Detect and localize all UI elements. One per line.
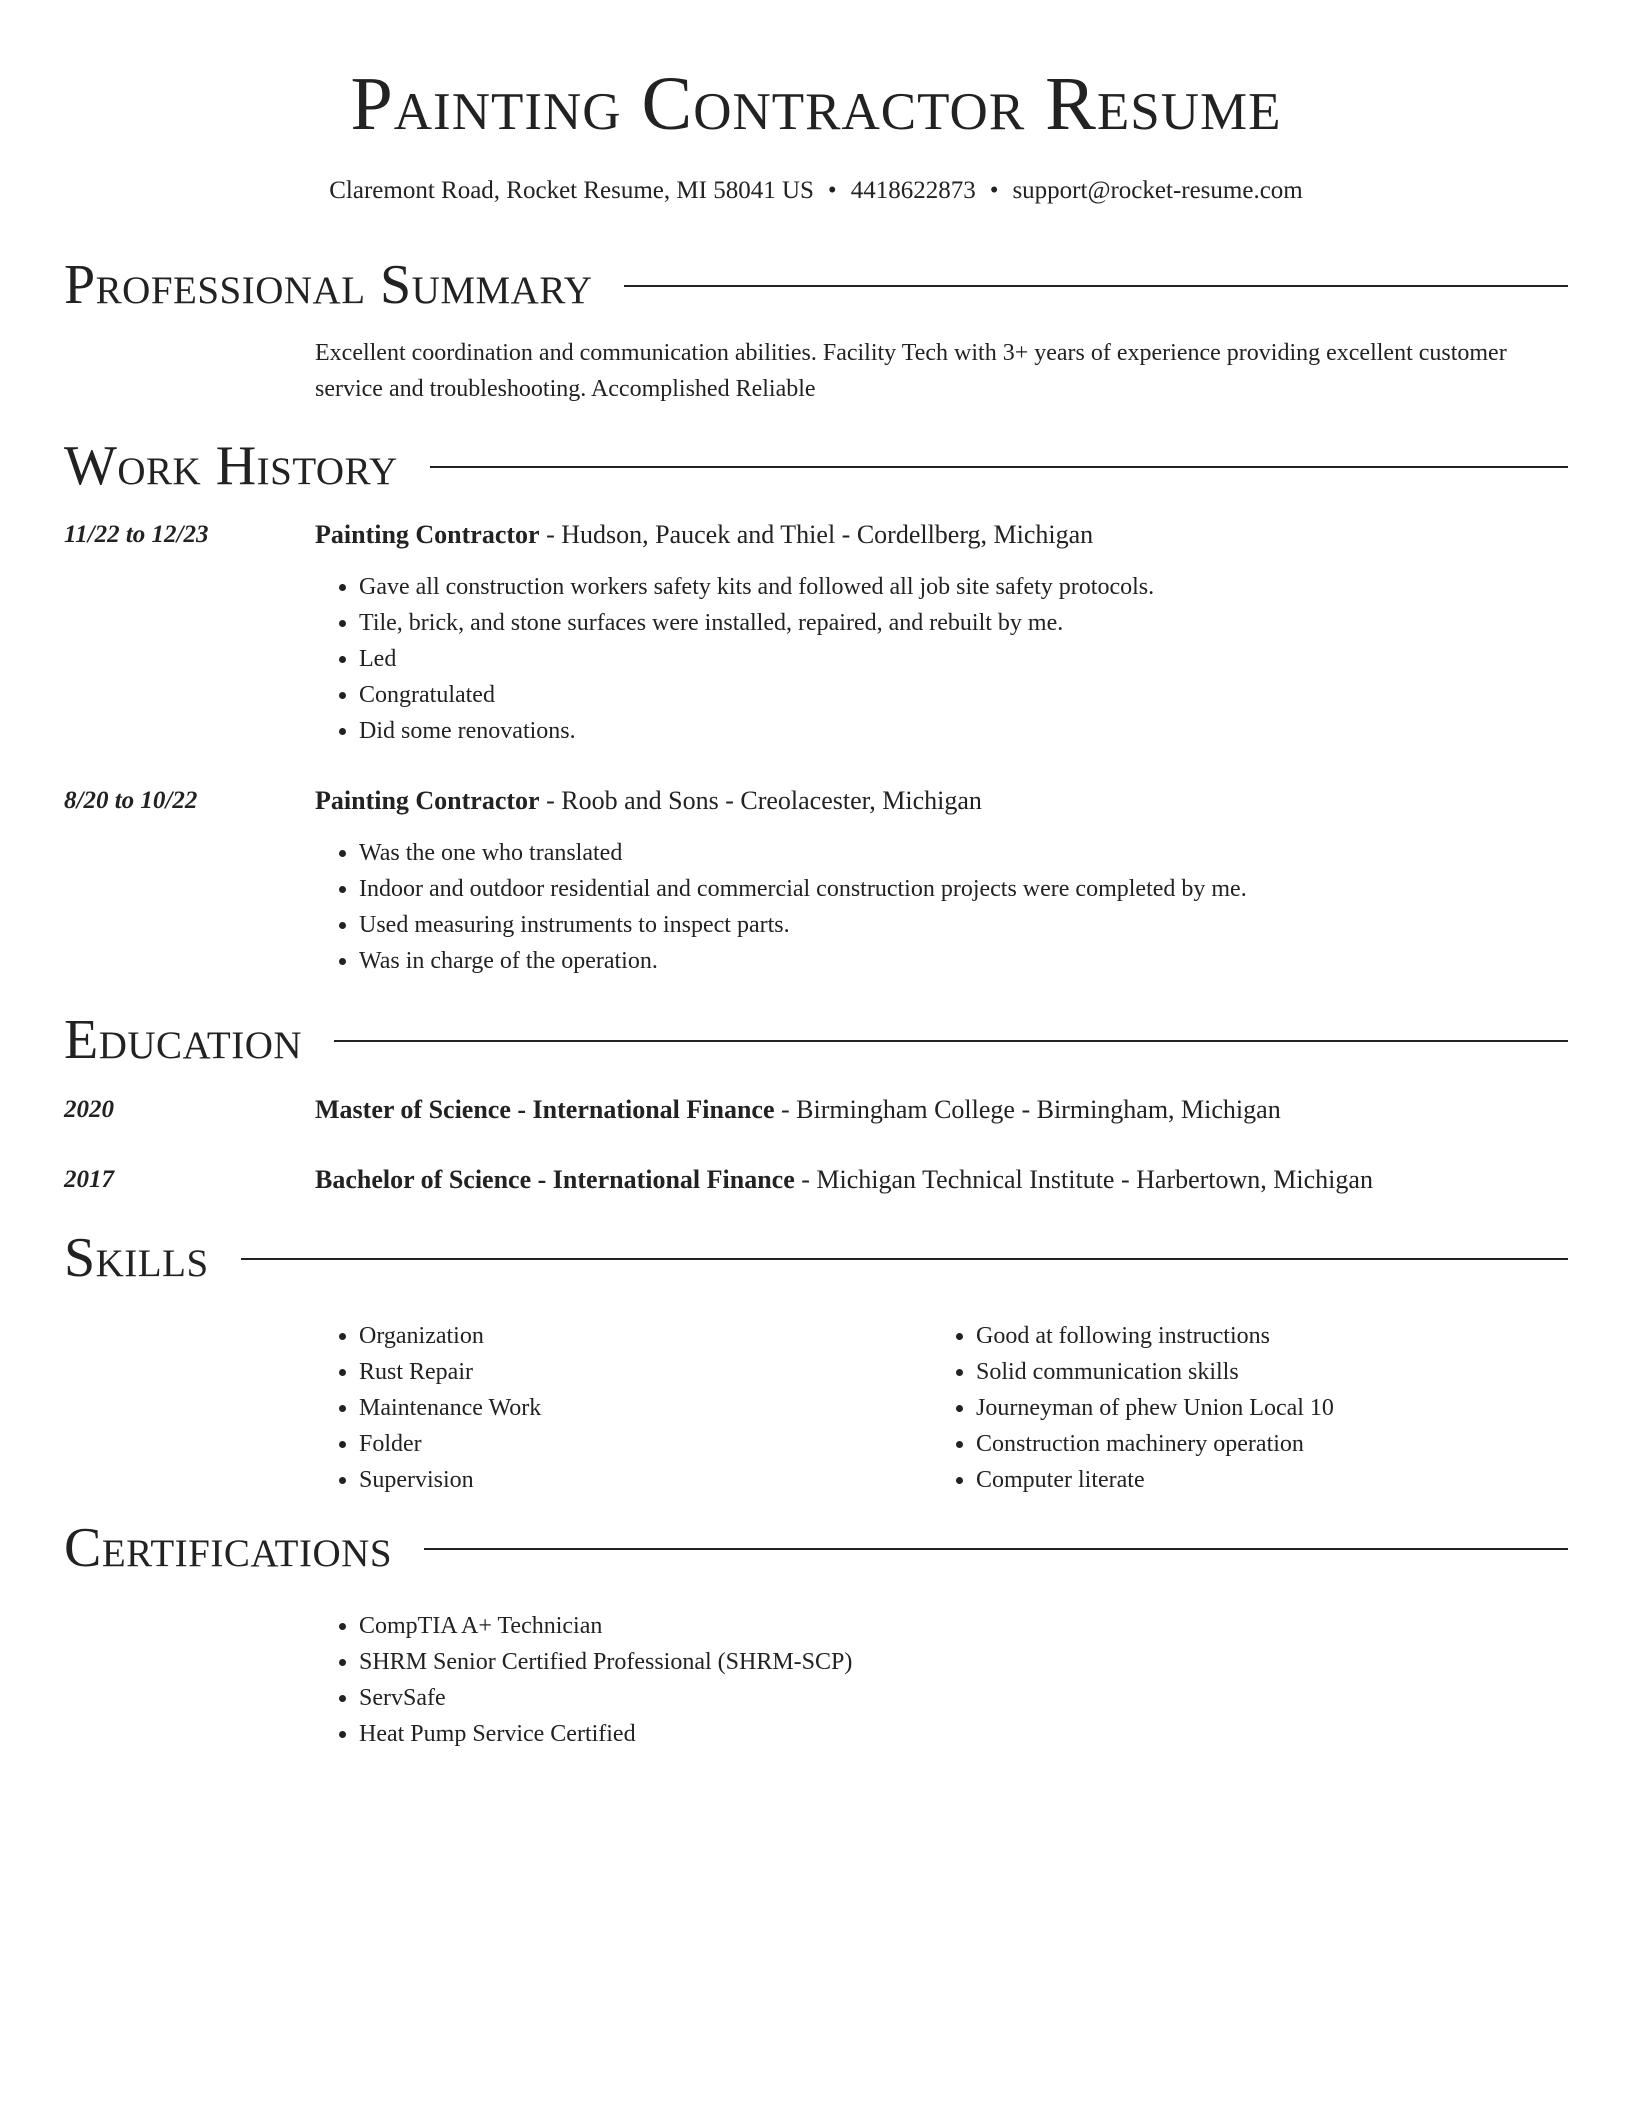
certifications-heading: Certifications: [64, 1517, 393, 1579]
education-heading-line: [315, 1092, 1568, 1128]
contact-separator: •: [827, 177, 837, 204]
job-bullets: [315, 569, 1154, 749]
resume-title: Painting Contractor Resume: [350, 62, 1282, 146]
job-heading: [315, 783, 1568, 819]
contact-email: support@rocket-resume.com: [1012, 177, 1303, 204]
work-heading: Work History: [64, 435, 398, 497]
education-degree: Bachelor of Science - International Finance: [315, 1165, 795, 1194]
education-year: 2017: [64, 1166, 114, 1193]
skill-item: • Rust Repair: [359, 1354, 541, 1390]
skill-item: • Supervision: [359, 1462, 541, 1498]
skill-item: • Organization: [359, 1318, 541, 1354]
work-section-header: [64, 431, 1568, 501]
job-bullet: • Was in charge of the operation.: [359, 943, 1247, 979]
certifications-list: [315, 1608, 852, 1752]
education-section-header: [64, 1005, 1568, 1075]
job-bullet: • Tile, brick, and stone surfaces were installed, repaired, and rebuilt by me.: [359, 605, 1154, 641]
summary-text: Excellent coordination and communication abilities. Facility Tech with 3+ years of experience providing excellent customer service and troubleshooting. Accomplished Reliable: [315, 340, 1507, 402]
skill-item: • Solid communication skills: [976, 1354, 1334, 1390]
certification-item: • ServSafe: [359, 1680, 852, 1716]
certification-item: • CompTIA A+ Technician: [359, 1608, 852, 1644]
job-bullet: • Led: [359, 641, 1154, 677]
job-title: Painting Contractor: [315, 786, 540, 815]
section-divider: [334, 1040, 1568, 1042]
skill-item: • Good at following instructions: [976, 1318, 1334, 1354]
job-dates: 11/22 to 12/23: [64, 521, 209, 548]
skill-item: • Construction machinery operation: [976, 1426, 1334, 1462]
contact-address: Claremont Road, Rocket Resume, MI 58041 US: [329, 177, 814, 204]
section-divider: [241, 1258, 1568, 1260]
job-bullet: • Did some renovations.: [359, 713, 1154, 749]
education-details: - Michigan Technical Institute - Harbertown, Michigan: [794, 1165, 1373, 1194]
education-heading-line: [315, 1162, 1568, 1198]
job-bullet: • Congratulated: [359, 677, 1154, 713]
contact-phone: 4418622873: [850, 177, 976, 204]
section-divider: [624, 285, 1568, 287]
job-details: - Roob and Sons - Creolacester, Michigan: [539, 786, 982, 815]
section-divider: [424, 1548, 1568, 1550]
skills-heading: Skills: [64, 1227, 209, 1289]
education-heading: Education: [64, 1009, 303, 1071]
job-title: Painting Contractor: [315, 520, 540, 549]
education-details: - Birmingham College - Birmingham, Michigan: [774, 1095, 1281, 1124]
education-degree: Master of Science - International Finance: [315, 1095, 775, 1124]
skill-item: • Computer literate: [976, 1462, 1334, 1498]
job-bullets: [315, 835, 1247, 979]
certification-item: • SHRM Senior Certified Professional (SHRM-SCP): [359, 1644, 852, 1680]
skills-list-left: [315, 1318, 541, 1498]
summary-section-header: [64, 250, 1568, 320]
certifications-section-header: [64, 1513, 1568, 1583]
summary-heading: Professional Summary: [64, 254, 593, 316]
skills-section-header: [64, 1223, 1568, 1293]
skill-item: • Journeyman of phew Union Local 10: [976, 1390, 1334, 1426]
contact-separator: •: [989, 177, 999, 204]
job-heading: [315, 517, 1568, 553]
contact-line: [64, 174, 1568, 208]
section-divider: [430, 466, 1568, 468]
skill-item: • Folder: [359, 1426, 541, 1462]
job-dates: 8/20 to 10/22: [64, 787, 198, 814]
job-details: - Hudson, Paucek and Thiel - Cordellberg, Michigan: [539, 520, 1094, 549]
job-bullet: • Used measuring instruments to inspect parts.: [359, 907, 1247, 943]
education-year: 2020: [64, 1096, 114, 1123]
job-bullet: • Was the one who translated: [359, 835, 1247, 871]
skills-list-right: [932, 1318, 1334, 1498]
job-bullet: • Gave all construction workers safety kits and followed all job site safety protocols.: [359, 569, 1154, 605]
skill-item: • Maintenance Work: [359, 1390, 541, 1426]
certification-item: • Heat Pump Service Certified: [359, 1716, 852, 1752]
job-bullet: • Indoor and outdoor residential and commercial construction projects were completed by me.: [359, 871, 1247, 907]
